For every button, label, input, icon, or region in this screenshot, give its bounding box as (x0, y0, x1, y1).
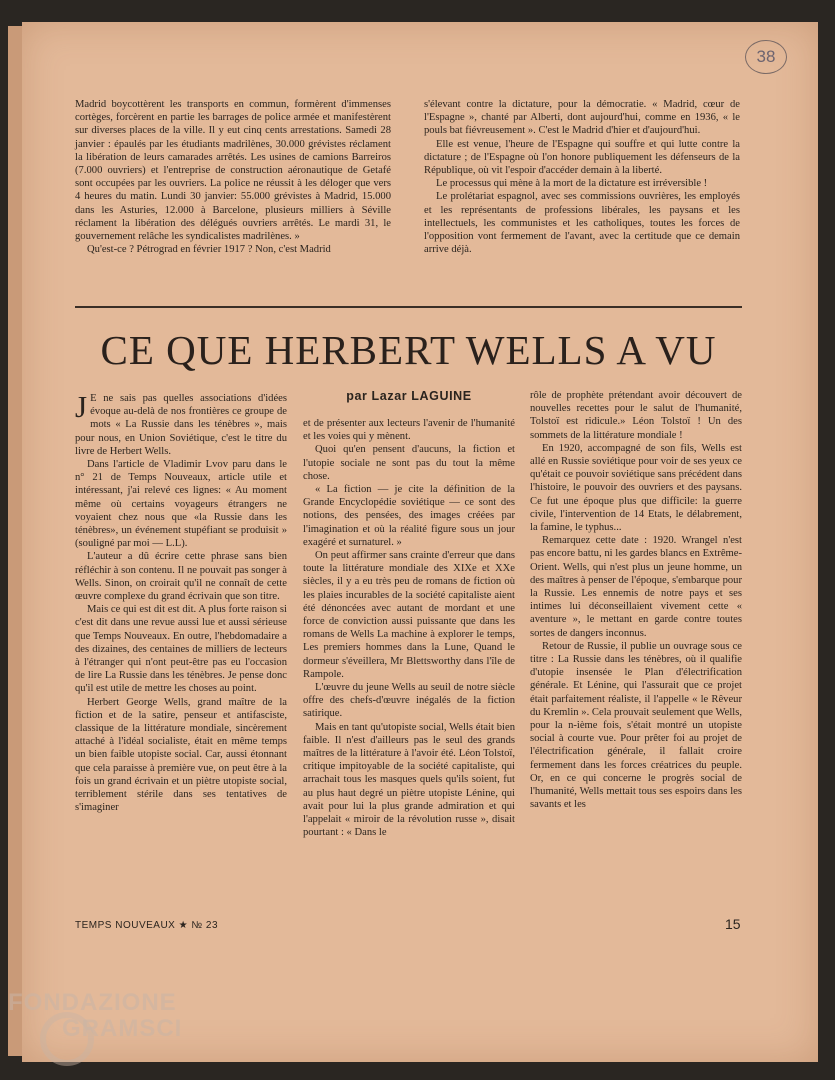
paragraph: rôle de prophète prétendant avoir découvert de nouvelles recettes pour le salut de l'humanité, Tolstoï est ridicule.» Léon Tolstoï ! Un des sommets de la littérature mondiale ! (530, 390, 742, 441)
article-column-1 (75, 389, 287, 815)
watermark-line-1: FONDAZIONE (8, 989, 177, 1016)
paragraph: Madrid boycottèrent les transports en commun, formèrent d'immenses cortèges, forcèrent en partie les barrages de police armée et manifestèrent sur diverses places de la ville. Il y eut cinq cents arrestations. Samedi 28 janvier : épaulés par les étudiants madrilènes, 30.000 grévistes réclament la libération de leurs camarades arrêtés. Les usines de camions Barreiros (7.000 ouvriers) et l'entreprise de construction aéronautique de Getafé sont occupées par les ouvriers. La police ne réussit à les déloger que vers 4 heures du matin. Lundi 30 janvier: 55.000 grévistes à Madrid, 15.000 dans les Asturies, 12.000 à Barcelone, plusieurs milliers à Séville réclament la libération des délégués ouvriers arrêtés. Le mardi 31, le gouvernement relâche les syndicalistes madrilènes. » (75, 99, 391, 243)
paragraph: Le prolétariat espagnol, avec ses commissions ouvrières, les employés et les représentants de professions libérales, les paysans et les intellectuels, les communistes et les catholiques, toutes les forces de l'opposition vont fermement de l'avant, avec la certitude que ce demain arrive déjà. (424, 191, 740, 256)
article-byline: par Lazar LAGUINE (346, 389, 472, 403)
paragraph: On peut affirmer sans crainte d'erreur que dans toute la littérature mondiale des XIXe et XXe siècles, il y a eu très peu de romans de fiction où les plaies incurables de la société capitaliste aient été dénoncées avec autant de mordant et une force de conviction aussi puissante que dans les romans de Wells La machine à explorer le temps, Les premiers hommes dans la Lune, Quand le dormeur s'éveillera, Mr Blettsworthy dans l'île de Rampole. (303, 550, 515, 680)
paragraph: J E ne sais pas quelles associations d'idées évoque au-delà de nos frontières ce groupe de mots « La Russie dans les ténèbres », mais pour nous, en Union Soviétique, c'est le titre du livre de Herbert Wells. (75, 389, 287, 457)
paragraph: Herbert George Wells, grand maître de la fiction et de la satire, penseur et antifasciste, classique de la littérature mondiale, sincèrement attaché à l'idéal socialiste, était en même temps un bien faible utopiste social. Car, aussi étonnant que cela paraisse à première vue, on peut être à la fois un grand écrivain et un piètre utopiste social, terriblement stérile dans ses tentatives de s'imaginer (75, 696, 287, 814)
paragraph: Le processus qui mène à la mort de la dictature est irréversible ! (436, 178, 708, 190)
paragraph: Retour de Russie, il publie un ouvrage sous ce titre : La Russie dans les ténèbres, où il qualifie d'utopie insensée le Plan d'électrification générale. Et Lénine, qui l'assurait que ce projet était parfaitement réaliste, il l'appelle « le Rêveur du Kremlin ». Cela prouvait seulement que Wells, pour la n-ième fois, s'était montré un utopiste social à courte vue. Pour prêter foi au projet de l'électrification générale, il fallait croire fermement dans les forces créatrices du peuple. Or, en ce qui concerne le progrès social de l'humanité, Wells mettait tous ses espoirs dans les savants et les (530, 640, 742, 811)
paragraph: et de présenter aux lecteurs l'avenir de l'humanité et les voies qui y mènent. (303, 418, 515, 443)
star-icon: ★ (178, 920, 189, 931)
page-number: 15 (725, 916, 741, 932)
paragraph: Mais ce qui est dit est dit. A plus forte raison si c'est dit dans une revue aussi lue et aussi sérieuse que Temps Nouveaux. En outre, l'hebdomadaire a des dizaines, des centaines de milliers de lecteurs à l'étranger qui n'ont peut-être pas eu l'occasion de lire La Russie dans les ténèbres. Je pense donc qu'il est utile de mettre les choses au point. (75, 604, 287, 695)
paragraph: Mais en tant qu'utopiste social, Wells était bien faible. Il n'est d'ailleurs pas le seul des grands maîtres de la littérature à l'avoir été. Léon Tolstoï, critique impitoyable de la société capitaliste, qui arrachait tous les masques quels qu'ils soient, fut au plus haut degré un piètre utopiste Lénine, qui avait pour lui la plus grande admiration et qui l'appelait « miroir de la révolution russe », disait pourtant : « Dans le (303, 721, 515, 839)
article-column-3 (530, 389, 742, 812)
drop-cap: J (75, 389, 88, 424)
publication-footer (75, 920, 218, 931)
top-right-column (424, 98, 740, 256)
archive-stamp: 38 (745, 40, 787, 74)
paragraph: Quoi qu'en pensent d'aucuns, la fiction et l'utopie sociale ne sont pas du tout la même chose. (303, 444, 515, 482)
paragraph: Dans l'article de Vladimir Lvov paru dans le n° 21 de Temps Nouveaux, article utile et intéressant, j'ai relevé ces lignes: « Au moment même où certains voyageurs étrangers ne voyaient chez nous que «la Russie dans les ténèbres», un événement stupéfiant se produisit » (souligné par moi — L.L). (75, 459, 287, 550)
paragraph: Elle est venue, l'heure de l'Espagne qui souffre et qui lutte contre la dictature ; de l'Espagne où l'on honore publiquement les défenseurs de la République, où vit l'espoir d'accéder demain à la liberté. (424, 138, 740, 177)
watermark-line-2: GRAMSCI (62, 1015, 183, 1042)
paragraph: « La fiction — je cite la définition de la Grande Encyclopédie soviétique — ce sont des notions, des pensées, des images créées par l'imagination et où la réalité figure sous un jour exagéré et surnaturel. » (303, 484, 515, 548)
top-left-column (75, 98, 391, 256)
publication-name: TEMPS NOUVEAUX (75, 920, 176, 931)
archive-watermark (8, 990, 182, 1042)
paragraph: Qu'est-ce ? Pétrograd en février 1917 ? Non, c'est Madrid (87, 244, 331, 256)
paragraph: s'élevant contre la dictature, pour la démocratie. « Madrid, cœur de l'Espagne », chanté par Alberti, dont aujourd'hui, comme en 1936, « le pouls bat fiévreusement ». C'est le Madrid d'hier et d'aujourd'hui. (424, 99, 740, 137)
paragraph: Remarquez cette date : 1920. Wrangel n'est pas encore battu, ni les gardes blancs en Extrême-Orient. Wells, qui n'est plus un jeune homme, un des maîtres à penser de l'époque, s'embarque pour la Russie. Les ennemis de notre pays et ses intimes lui déconseillaient vivement cette « aventure », le mettant en garde contre toutes sortes de dangers inconnus. (530, 535, 742, 639)
issue-number: № 23 (191, 920, 219, 931)
paragraph: L'auteur a dû écrire cette phrase sans bien réfléchir à son contenu. Il ne pouvait pas songer à Wells. Sinon, on croirait qu'il ne connaît de cette œuvre complexe du grand écrivain que son titre. (75, 551, 287, 603)
paragraph: En 1920, accompagné de son fils, Wells est allé en Russie soviétique pour voir de ses yeux ce qu'était ce pouvoir soviétique sans précédent dans l'histoire, le pouvoir des ouvriers et des paysans. Ce fut une époque plus que difficile: la guerre civile, l'intervention de 14 Etats, le délabrement, la famine, le typhus... (530, 442, 742, 534)
article-title: CE QUE HERBERT WELLS A VU (100, 327, 717, 373)
article-column-2 (303, 417, 515, 840)
section-divider (75, 306, 742, 308)
paragraph: L'œuvre du jeune Wells au seuil de notre siècle offre des chefs-d'œuvre inégalés de la fiction satirique. (303, 682, 515, 720)
